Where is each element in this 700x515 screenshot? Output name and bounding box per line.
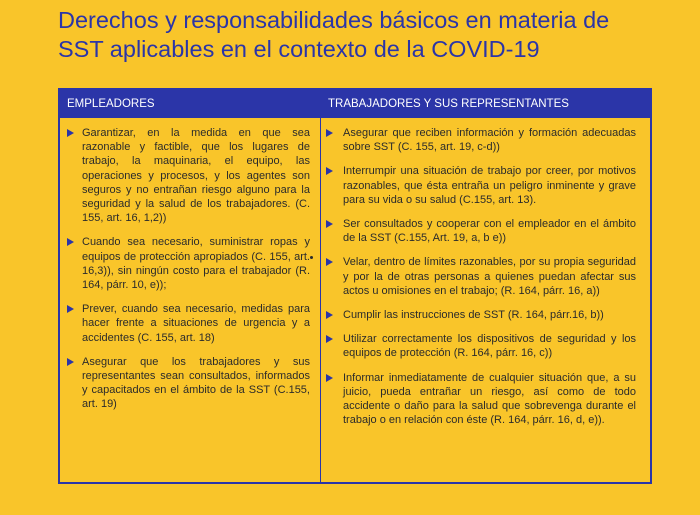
employers-column xyxy=(67,126,310,422)
list-item xyxy=(326,126,636,154)
stray-dot xyxy=(310,256,313,259)
workers-column xyxy=(326,126,636,437)
triangle-right-icon xyxy=(67,358,74,366)
list-item xyxy=(326,255,636,298)
title-line-2: SST aplicables en el contexto de la COVID-19 xyxy=(58,36,540,62)
list-item xyxy=(67,235,310,292)
triangle-right-icon xyxy=(326,374,333,382)
triangle-right-icon xyxy=(67,129,74,137)
triangle-right-icon xyxy=(67,305,74,313)
list-item xyxy=(326,308,636,322)
title-line-1: Derechos y responsabilidades básicos en materia de xyxy=(58,7,610,33)
triangle-right-icon xyxy=(326,335,333,343)
item-text: Informar inmediatamente de cualquier situación que, a su juicio, pueda entrañar un riesgo, así como de todo accidente o daño para la salud que sobrevenga durante el trabajo o en relación con éste (R. 164, párr. 16, d, e)). xyxy=(343,371,636,427)
item-text: Garantizar, en la medida en que sea razonable y factible, que los lugares de trabajo, la maquinaria, el equipo, las operaciones y procesos, y los agentes son seguros y no entrañan riesgo alguno para la seguridad y la salud de los trabajadores. (C. 155, art. 16, 1,2)) xyxy=(82,127,310,225)
triangle-right-icon xyxy=(326,167,333,175)
list-item xyxy=(326,217,636,245)
page-title xyxy=(58,6,678,64)
item-text: Velar, dentro de límites razonables, por su propia seguridad y por la de otras personas a quienes puedan afectar sus actos u omisiones en el trabajo; (R. 164, párr. 16, a)) xyxy=(343,256,636,297)
item-text: Prever, cuando sea necesario, medidas para hacer frente a situaciones de urgencia y a accidentes (C. 155, art. 18) xyxy=(82,303,310,344)
list-item xyxy=(67,126,310,225)
item-text: Cumplir las instrucciones de SST (R. 164, párr.16, b)) xyxy=(343,309,604,322)
triangle-right-icon xyxy=(326,129,333,137)
item-text: Cuando sea necesario, suministrar ropas y equipos de protección apropiados (C. 155, art. 16,3)), sin ningún costo para el trabajador (R. 164, párr. 10, e)); xyxy=(82,236,310,292)
rights-table xyxy=(58,88,652,484)
triangle-right-icon xyxy=(67,238,74,246)
item-text: Ser consultados y cooperar con el empleador en el ámbito de la SST (C.155, Art. 19, a, b e)) xyxy=(343,218,636,245)
triangle-right-icon xyxy=(326,220,333,228)
column-divider xyxy=(320,118,321,482)
triangle-right-icon xyxy=(326,258,333,266)
list-item xyxy=(326,164,636,207)
list-item xyxy=(326,371,636,428)
list-item xyxy=(67,355,310,412)
list-item xyxy=(67,302,310,345)
table-header xyxy=(60,90,650,118)
item-text: Interrumpir una situación de trabajo por creer, por motivos razonables, que ésta entraña un peligro inminente y grave para su vida o su salud (C.155, art. 13). xyxy=(343,165,636,206)
header-employers: EMPLEADORES xyxy=(67,98,155,110)
item-text: Asegurar que los trabajadores y sus representantes sean consultados, informados y capacitados en el ámbito de la SST (C.155, art. 19) xyxy=(82,355,310,411)
triangle-right-icon xyxy=(326,311,333,319)
header-workers: TRABAJADORES Y SUS REPRESENTANTES xyxy=(328,98,569,110)
item-text: Utilizar correctamente los dispositivos de seguridad y los equipos de protección (R. 164, párr. 16, c)) xyxy=(343,333,636,360)
item-text: Asegurar que reciben información y formación adecuadas sobre SST (C. 155, art. 19, c-d)) xyxy=(343,127,636,154)
list-item xyxy=(326,332,636,360)
